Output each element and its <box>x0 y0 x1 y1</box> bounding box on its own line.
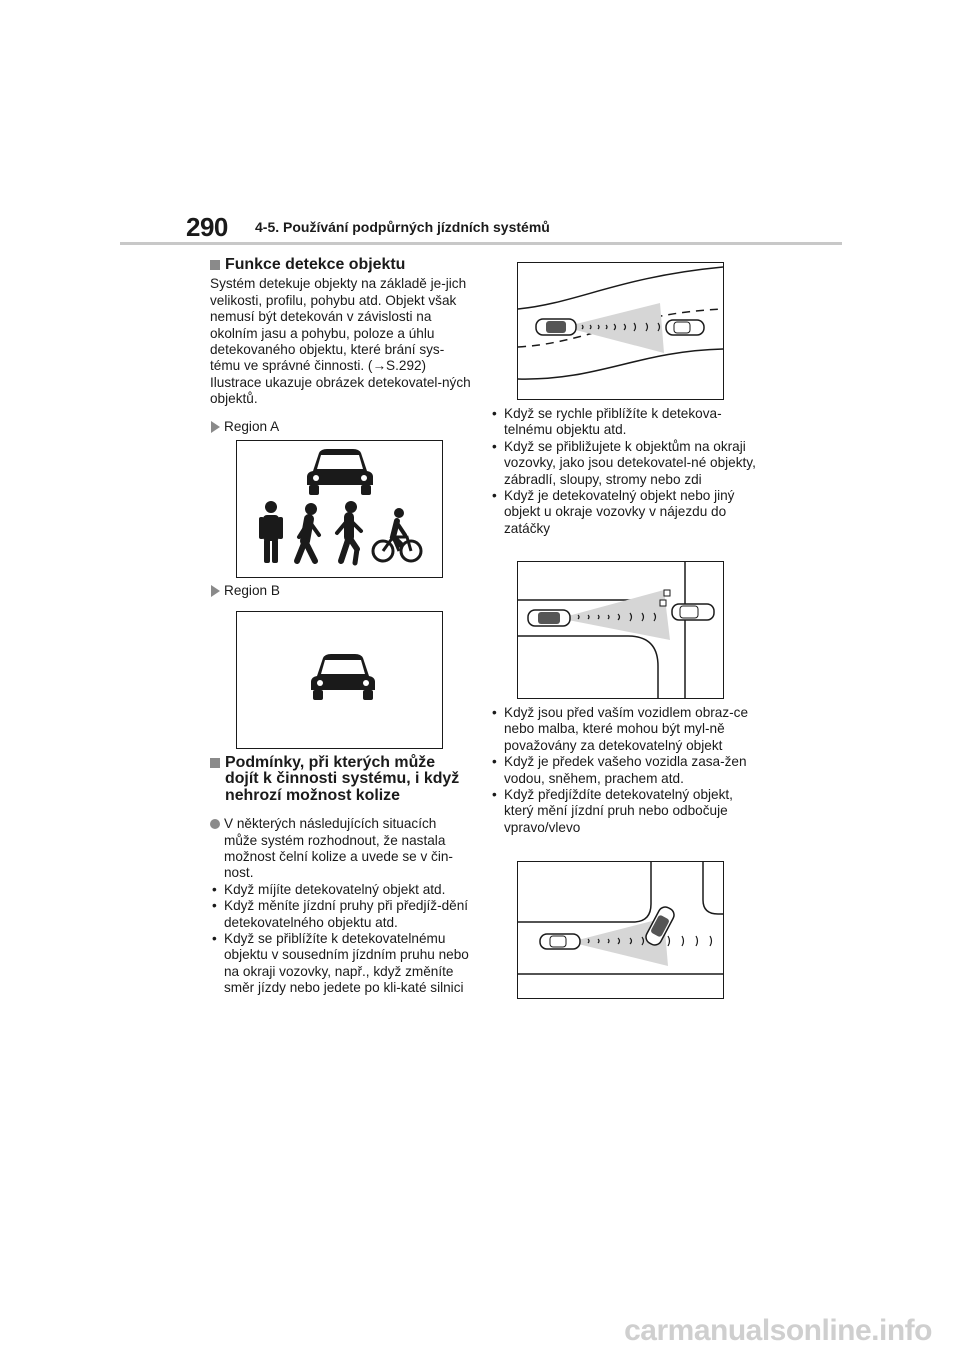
cyclist-icon <box>373 508 421 561</box>
list-item: • Když je detekovatelný objekt nebo jiný objekt u okraje vozovky v nájezdu do zatáčky <box>490 488 762 537</box>
list-item: • Když se rychle přiblížíte k detekova-telnému objektu atd. <box>490 406 762 439</box>
section-heading-object-detection <box>210 257 472 273</box>
triangle-bullet-icon <box>211 585 220 597</box>
pedestrian-standing-icon <box>259 501 283 563</box>
conditions-intro <box>210 816 472 882</box>
right-bullets-1 <box>490 406 762 537</box>
triangle-bullet-icon <box>211 421 220 433</box>
figure-curve-entry <box>517 561 724 699</box>
own-car-icon <box>528 610 570 626</box>
pedestrian-walking-icon <box>297 503 319 561</box>
left-column-section2 <box>210 755 472 997</box>
region-b-label <box>210 583 472 599</box>
section-square-icon <box>210 758 220 768</box>
watermark: carmanualsonline.info <box>624 1314 932 1347</box>
car-front-icon <box>311 654 375 700</box>
left-column <box>210 257 472 435</box>
list-item: • Když míjíte detekovatelný objekt atd. <box>210 882 472 898</box>
figure-region-a <box>236 440 443 578</box>
right-bullets-2 <box>490 705 762 836</box>
figure-turning-vehicle <box>517 861 724 999</box>
section-title: Funkce detekce objektu <box>225 256 406 273</box>
car-front-icon <box>307 449 373 495</box>
circle-bullet-icon <box>210 819 220 829</box>
chapter-title: 4-5. Používání podpůrných jízdních systémů <box>255 219 550 235</box>
list-item: • Když jsou před vaším vozidlem obraz-ce nebo malba, které mohou být myl-ně považovány za detekovatelný objekt <box>490 705 762 754</box>
header-divider <box>120 242 842 245</box>
detection-beam <box>572 303 664 353</box>
own-car-icon <box>540 934 580 949</box>
region-b-text: Region B <box>224 583 280 598</box>
region-a-label <box>210 419 472 435</box>
section2-title: Podmínky, při kterých může dojít k činnosti systému, i když nehrozí možnost kolize <box>225 754 460 804</box>
conditions-list-continued <box>490 406 762 537</box>
pedestrian-running-icon <box>337 501 361 563</box>
left-column-region-b <box>210 583 472 599</box>
section-square-icon <box>210 260 220 270</box>
list-item: • Když předjíždíte detekovatelný objekt, který mění jízdní pruh nebo odbočuje vpravo/vlevo <box>490 787 762 836</box>
list-item: • Když se přiblížíte k detekovatelnému objektu v sousedním jízdním pruhu nebo na okraji vozovky, např., když změníte směr jízdy nebo jedete po kli-katé silnici <box>210 931 472 997</box>
page-number: 290 <box>186 212 228 242</box>
target-car-icon <box>672 604 714 620</box>
list-item: • Když měníte jízdní pruhy při předjíž-dění detekovatelného objektu atd. <box>210 898 472 931</box>
conditions-list-continued-2 <box>490 705 762 836</box>
own-car-icon <box>536 319 576 335</box>
region-a-text: Region A <box>224 418 280 434</box>
list-item: • Když se přibližujete k objektům na okraji vozovky, jako jsou detekovatel-né objekty, zábradlí, sloupy, stromy nebo zdi <box>490 439 762 488</box>
figure-curved-road <box>517 262 724 400</box>
section-heading-conditions <box>210 755 472 804</box>
target-car-icon <box>666 320 704 335</box>
conditions-list <box>210 882 472 997</box>
figure-region-b <box>236 611 443 749</box>
list-item: • Když je předek vašeho vozidla zasa-žen vodou, sněhem, prachem atd. <box>490 754 762 787</box>
conditions-intro-text: V některých následujících situacích může systém rozhodnout, že nastala možnost čelní kolize a uvede se v čin-nost. <box>224 816 453 881</box>
section-body: Systém detekuje objekty na základě je-jich velikosti, profilu, pohybu atd. Objekt však nemusí být detekován v závislosti na okolním jasu a pohybu, poloze a úhlu detekovaného objektu, které brání sys-tému ve správné činnosti. (→S.292) Ilustrace ukazuje obrázek detekovatel-ných objektů. <box>210 276 471 407</box>
